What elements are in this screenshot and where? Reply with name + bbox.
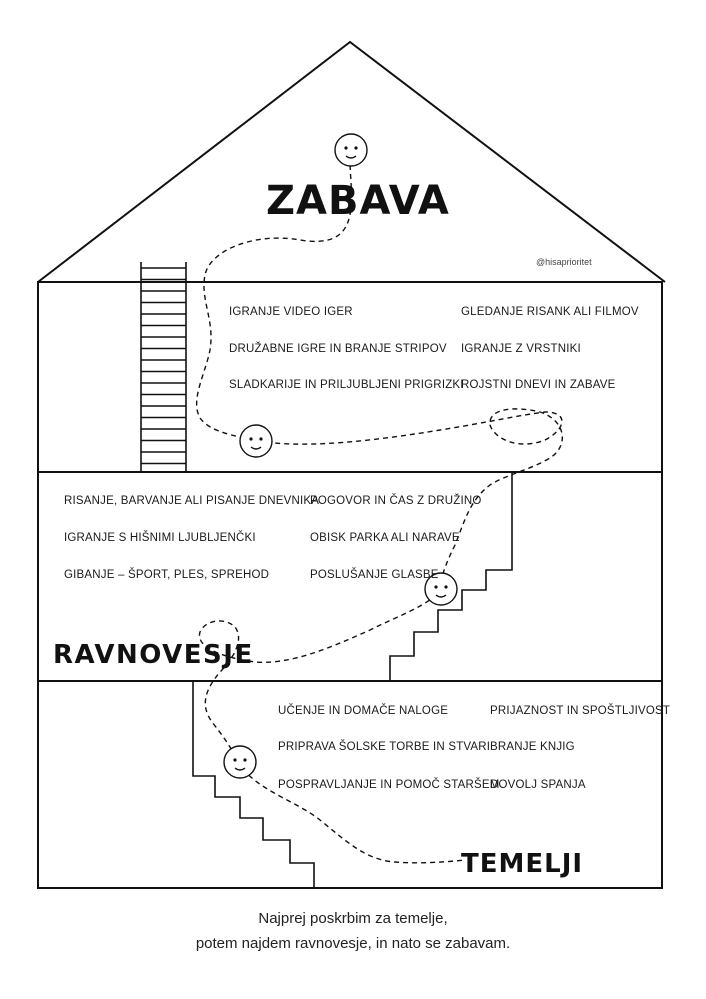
house-outline <box>38 282 662 888</box>
caption-line-2: potem najdem ravnovesje, in nato se zabavam. <box>195 935 511 952</box>
middle-item: POSLUŠANJE GLASBE <box>310 569 439 581</box>
ladder <box>141 262 186 472</box>
top-item: SLADKARIJE IN PRILJUBLJENI PRIGRIZKI <box>229 379 464 391</box>
top-item: DRUŽABNE IGRE IN BRANJE STRIPOV <box>229 343 447 355</box>
temelji-title: TEMELJI <box>461 849 584 879</box>
middle-item: RISANJE, BARVANJE ALI PISANJE DNEVNIKA <box>64 495 320 507</box>
zabava-title: ZABAVA <box>266 178 450 224</box>
ravnovesje-title: RAVNOVESJE <box>53 640 254 670</box>
bottom-item: DOVOLJ SPANJA <box>490 779 586 791</box>
middle-item: GIBANJE – ŠPORT, PLES, SPREHOD <box>64 569 270 581</box>
bottom-item: PRIJAZNOST IN SPOŠTLJIVOST <box>490 705 671 717</box>
bottom-item: UČENJE IN DOMAČE NALOGE <box>278 705 449 717</box>
bottom-item: POSPRAVLJANJE IN POMOČ STARŠEM <box>278 779 500 791</box>
bottom-item: BRANJE KNJIG <box>490 741 575 753</box>
middle-item: POGOVOR IN ČAS Z DRUŽINO <box>310 495 482 507</box>
watermark-handle: @hisaprioritet <box>536 257 592 267</box>
top-item: ROJSTNI DNEVI IN ZABAVE <box>461 379 616 391</box>
middle-item: IGRANJE S HIŠNIMI LJUBLJENČKI <box>64 532 256 544</box>
top-item: IGRANJE VIDEO IGER <box>229 306 353 318</box>
smiley-face-bottom-floor <box>224 746 256 778</box>
middle-item: OBISK PARKA ALI NARAVE <box>310 532 460 544</box>
smiley-face-top-floor <box>240 425 272 457</box>
top-item: GLEDANJE RISANK ALI FILMOV <box>461 306 639 318</box>
caption-line-1: Najprej poskrbim za temelje, <box>258 910 448 927</box>
smiley-face-roof <box>335 134 367 166</box>
top-item: IGRANJE Z VRSTNIKI <box>461 343 581 355</box>
bottom-item: PRIPRAVA ŠOLSKE TORBE IN STVARI <box>278 741 491 753</box>
